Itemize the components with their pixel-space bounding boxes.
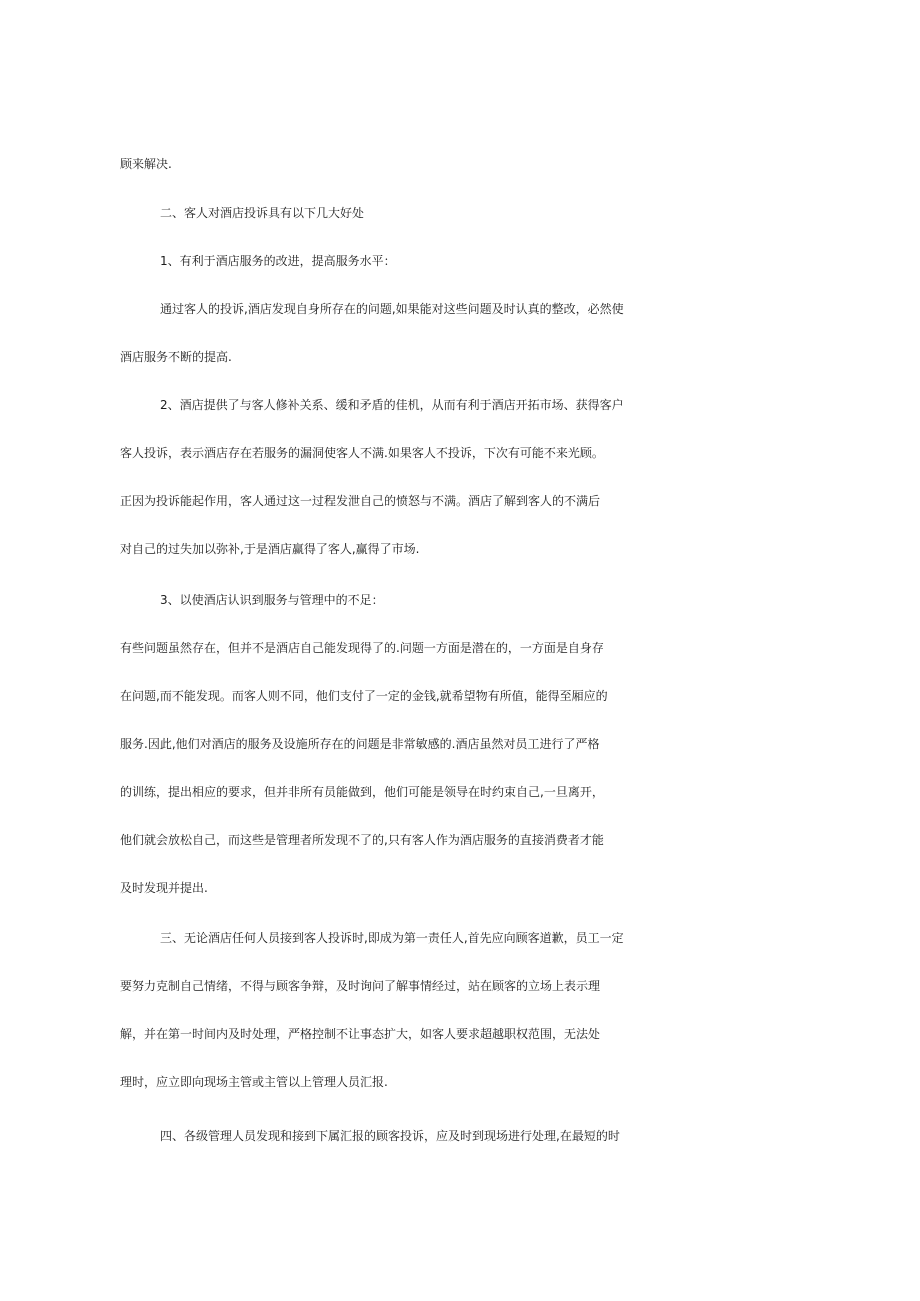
text-line: 的训练，提出相应的要求，但并非所有员能做到，他们可能是领导在时约束自己,一旦离开， <box>120 785 604 799</box>
subheading: 1、有利于酒店服务的改进，提高服务水平： <box>160 254 396 268</box>
text-line: 通过客人的投诉,酒店发现自身所存在的问题,如果能对这些问题及时认真的整改，必然使 <box>160 302 624 316</box>
text-line: 及时发现并提出. <box>120 881 208 895</box>
text-line: 要努力克制自己情绪，不得与顾客争辩，及时询问了解事情经过，站在顾客的立场上表示理 <box>120 979 601 993</box>
text-line: 理时，应立即向现场主管或主管以上管理人员汇报. <box>120 1075 388 1089</box>
text-line: 他们就会放松自己，而这些是管理者所发现不了的,只有客人作为酒店服务的直接消费者才能 <box>120 833 604 847</box>
section-heading: 二、客人对酒店投诉具有以下几大好处 <box>160 206 365 220</box>
text-line: 有些问题虽然存在，但并不是酒店自己能发现得了的.问题一方面是潜在的，一方面是自身存 <box>120 641 604 655</box>
section-heading: 四、各级管理人员发现和接到下属汇报的顾客投诉，应及时到现场进行处理,在最短的时 <box>160 1129 620 1143</box>
text-line: 客人投诉，表示酒店存在若服务的漏洞使客人不满.如果客人不投诉，下次有可能不来光顾。 <box>120 446 604 460</box>
text-line: 正因为投诉能起作用，客人通过这一过程发泄自己的愤怒与不满。酒店了解到客人的不满后 <box>120 494 601 508</box>
text-line: 顾来解决. <box>120 157 172 171</box>
section-heading: 三、无论酒店任何人员接到客人投诉时,即成为第一责任人,首先应向顾客道歉，员工一定 <box>160 931 624 945</box>
text-line: 服务.因此,他们对酒店的服务及设施所存在的问题是非常敏感的.酒店虽然对员工进行了严格 <box>120 737 600 751</box>
text-line: 解，并在第一时间内及时处理，严格控制不让事态扩大，如客人要求超越职权范围，无法处 <box>120 1027 601 1041</box>
text-line: 在问题,而不能发现。而客人则不同，他们支付了一定的金钱,就希望物有所值，能得至厢应的 <box>120 689 608 703</box>
text-line: 对自己的过失加以弥补,于是酒店赢得了客人,赢得了市场. <box>120 542 420 556</box>
subheading: 2、酒店提供了与客人修补关系、缓和矛盾的佳机，从而有利于酒店开拓市场、获得客户 <box>160 398 624 412</box>
text-line: 酒店服务不断的提高. <box>120 350 232 364</box>
subheading: 3、以使酒店认识到服务与管理中的不足： <box>160 593 384 607</box>
